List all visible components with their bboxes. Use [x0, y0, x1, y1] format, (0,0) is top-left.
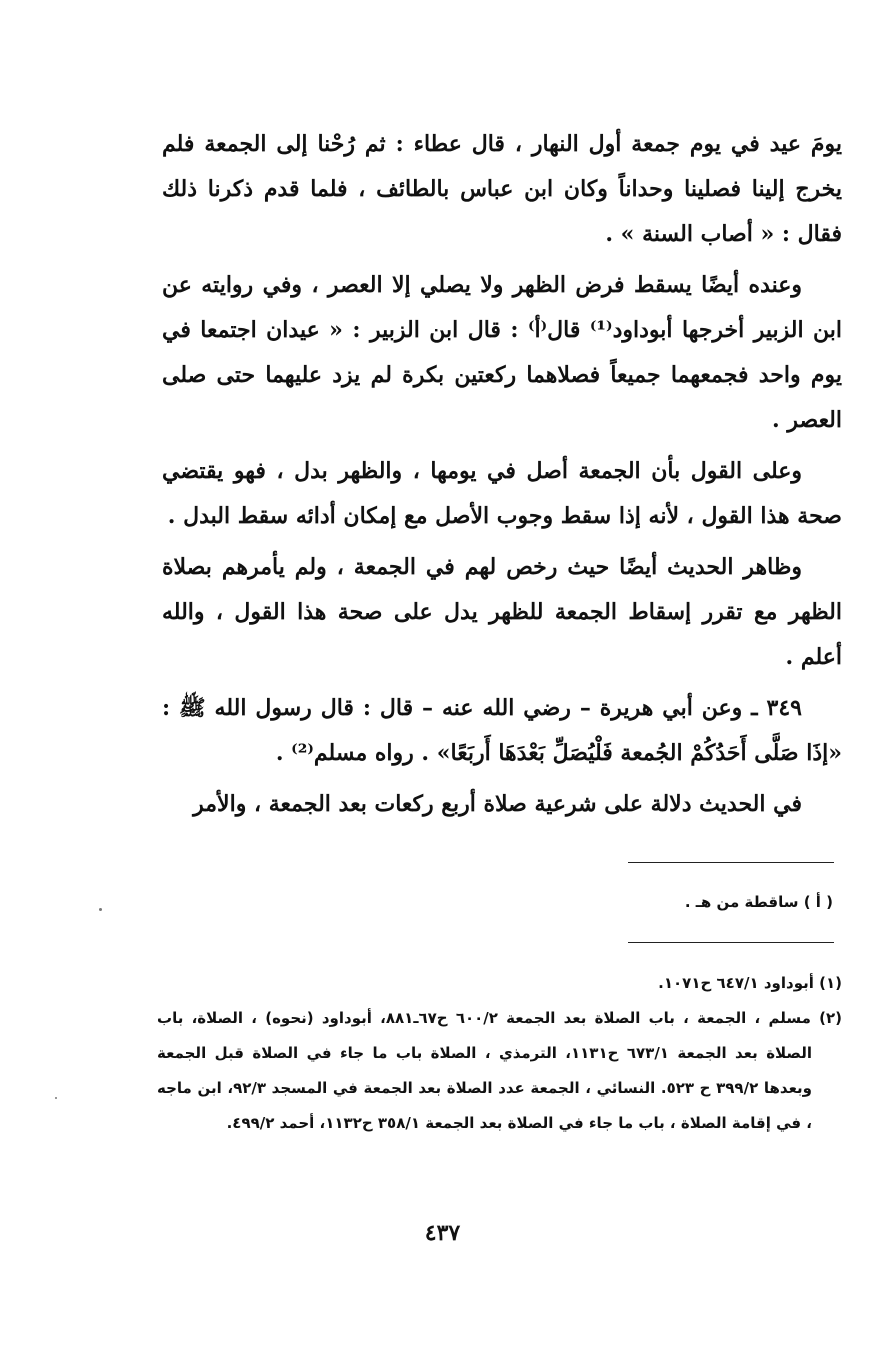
paragraph-4: وظاهر الحديث أيضًا حيث رخص لهم في الجمعة ، ولم يأمرهم بصلاة الظهر مع تقرر إسقاط الجمعة للظهر يدل على صحة هذا القول ، والله أعلم .	[162, 554, 842, 670]
hadith-349-paragraph: ٣٤٩ ـ وعن أبي هريرة – رضي الله عنه – قال : قال رسول الله ﷺ : «إذَا صَلَّى أَحَدُكُمْ الجُمعة فَلْيُصَلِّ بَعْدَهَا أَربَعًا» . رواه مسلم⁽²⁾ .	[162, 695, 842, 766]
footnotes-block	[157, 966, 842, 1141]
scan-speck	[55, 1097, 57, 1099]
paragraph-6: في الحديث دلالة على شرعية صلاة أربع ركعات بعد الجمعة ، والأمر	[193, 791, 802, 817]
page-number: ٤٣٧	[424, 1220, 461, 1246]
scan-speck	[99, 908, 102, 911]
paragraph-2: وعنده أيضًا يسقط فرض الظهر ولا يصلي إلا العصر ، وفي روايته عن ابن الزبير أخرجها أبوداود⁽¹⁾ قال⁽أ⁾ : قال ابن الزبير : « عيدان اجتمعا في يوم واحد فجمعهما جميعاً فصلاهما ركعتين بكرة لم يزد عليهما حتى صلى العصر .	[162, 272, 843, 433]
footnote-1: (١) أبوداود ٦٤٧/١ ح١٠٧١.	[658, 974, 842, 992]
main-text	[162, 122, 842, 833]
paragraph-1: يومَ عيد في يوم جمعة أول النهار ، قال عطاء : ثم رُحْنا إلى الجمعة فلم يخرج إلينا فصلينا وحداناً وكان ابن عباس بالطائف ، فلما قدم ذكرنا ذلك فقال : « أصاب السنة » .	[162, 131, 842, 247]
footnote-separator-bottom	[628, 942, 834, 943]
paragraph-3: وعلى القول بأن الجمعة أصل في يومها ، والظهر بدل ، فهو يقتضي صحة هذا القول ، لأنه إذا سقط وجوب الأصل مع إمكان أدائه سقط البدل .	[162, 458, 842, 529]
footnote-variant-a: ( أ ) ساقطة من هـ .	[684, 893, 833, 911]
footnote-2: (٢) مسلم ، الجمعة ، باب الصلاة بعد الجمعة ٦٠٠/٢ ح٦٧ـ٨٨١، أبوداود (نحوه) ، الصلاة، باب الصلاة بعد الجمعة ٦٧٣/١ ح١١٣١، الترمذي ، الصلاة باب ما جاء في الصلاة قبل الجمعة وبعدها ٣٩٩/٢ ح ٥٢٣. النسائي ، الجمعة عدد الصلاة بعد الجمعة في المسجد ٩٢/٣، ابن ماجه ، في إقامة الصلاة ، باب ما جاء في الصلاة بعد الجمعة ٣٥٨/١ ح١١٣٢، أحمد ٤٩٩/٢.	[157, 1009, 842, 1132]
footnote-separator-top	[628, 862, 834, 863]
